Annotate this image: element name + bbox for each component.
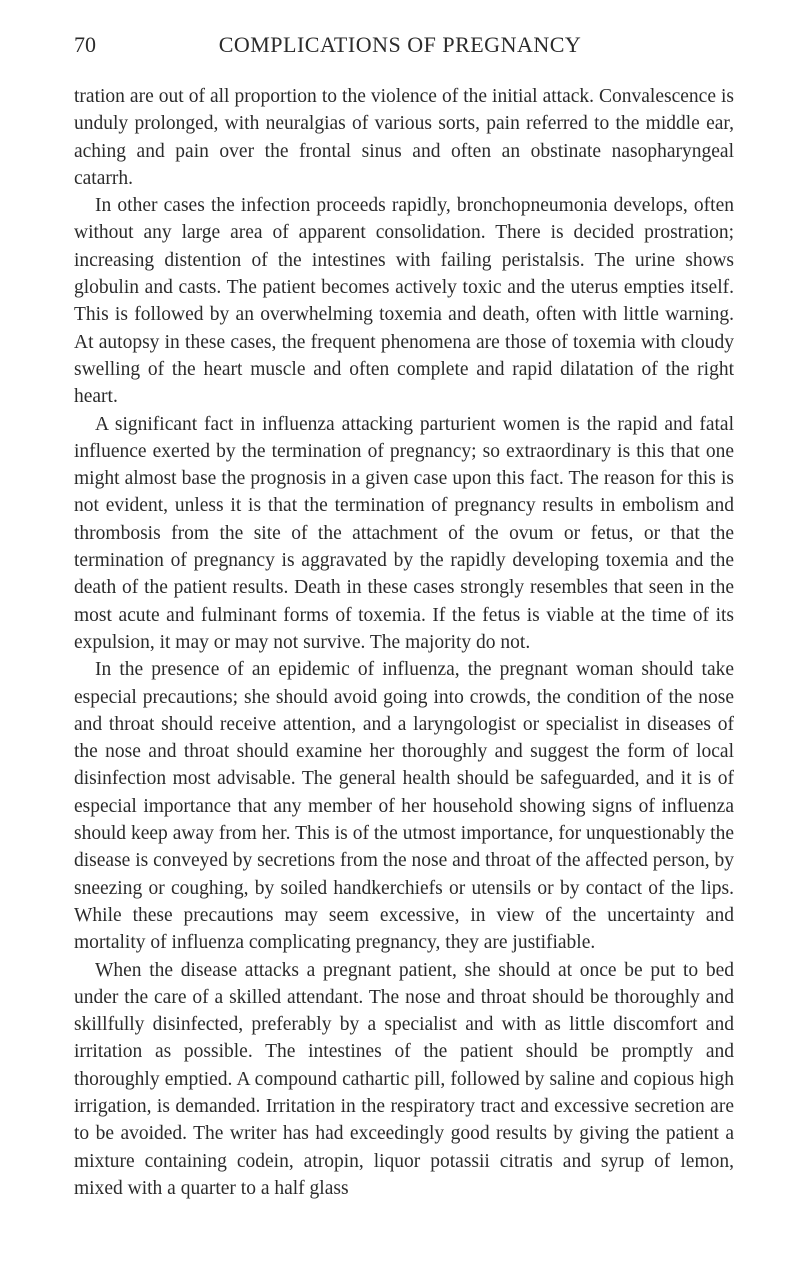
paragraph-continuation: tration are out of all proportion to the violence of the initial attack. Convalescence is unduly prolonged, with neuralgias of various sorts, pain referred to the middle ear, aching and pain over the frontal sinus and often an obstinate nasopharyngeal catarrh. <box>74 86 734 189</box>
paragraph: In other cases the infection proceeds rapidly, bronchopneumonia develops, often without any large area of apparent consolidation. There is decided prostration; increasing distention of the intestines with failing peristalsis. The urine shows globulin and casts. The patient becomes actively toxic and the uterus empties itself. This is followed by an overwhelming toxemia and death, often with little warning. At autopsy in these cases, the frequent phenomena are those of toxemia with cloudy swelling of the heart muscle and often complete and rapid dilatation of the right heart. <box>74 195 734 408</box>
page-number: 70 <box>74 32 96 57</box>
running-head <box>74 30 726 60</box>
running-title: COMPLICATIONS OF PREGNANCY <box>218 32 582 57</box>
paragraph: In the presence of an epidemic of influenza, the pregnant woman should take especial precautions; she should avoid going into crowds, the condition of the nose and throat should receive attention, and a laryngologist or specialist in diseases of the nose and throat should examine her thoroughly and suggest the form of local disinfection most advisable. The general health should be safeguarded, and it is of especial importance that any member of her household showing signs of influenza should keep away from her. This is of the utmost importance, for unquestionably the disease is conveyed by secretions from the nose and throat of the affected person, by sneezing or coughing, by soiled handkerchiefs or utensils or by contact of the lips. While these precautions may seem excessive, in view of the uncertainty and mortality of influenza complicating pregnancy, they are justifiable. <box>74 659 734 954</box>
paragraph: When the disease attacks a pregnant patient, she should at once be put to bed under the care of a skilled attendant. The nose and throat should be thoroughly and skillfully disinfected, preferably by a specialist and with as little discomfort and irritation as possible. The intestines of the patient should be promptly and thoroughly emptied. A compound cathartic pill, followed by saline and copious high irrigation, is demanded. Irritation in the respiratory tract and excessive secretion are to be avoided. The writer has had exceedingly good results by giving the patient a mixture containing codein, atropin, liquor potassii citratis and syrup of lemon, mixed with a quarter to a half glass <box>74 959 734 1199</box>
body-text <box>74 83 734 1202</box>
paragraph: A significant fact in influenza attacking parturient women is the rapid and fatal influence exerted by the termination of pregnancy; so extraordinary is this that one might almost base the prognosis in a given case upon this fact. The reason for this is not evident, unless it is that the termination of pregnancy results in embolism and thrombosis from the site of the attachment of the ovum or fetus, or that the termination of pregnancy is aggravated by the rapidly developing toxemia and the death of the patient results. Death in these cases strongly resembles that seen in the most acute and fulminant forms of toxemia. If the fetus is viable at the time of its expulsion, it may or may not survive. The majority do not. <box>74 413 734 653</box>
